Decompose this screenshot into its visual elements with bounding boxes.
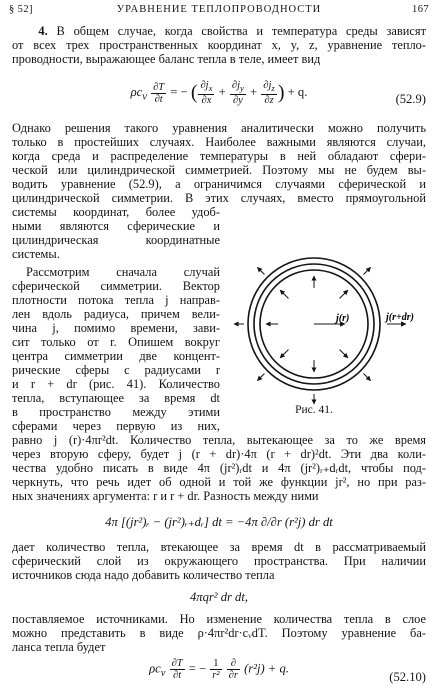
section-number: § 52] <box>9 4 33 15</box>
label-j-r-plus-dr: j(r+dr) <box>386 312 414 323</box>
text-line: ными являются сферические и <box>12 219 220 233</box>
text-line: сферами через первую из них, <box>12 419 220 433</box>
text-line: цилиндрическая координатные <box>12 233 220 247</box>
page-number: 167 <box>412 4 429 15</box>
text-line: в пространство между этими <box>12 405 220 419</box>
text-line: Однако решения такого уравнения аналитически можно получить <box>12 121 426 135</box>
running-header <box>9 4 429 18</box>
text-line: ческой или цилиндрической симметрией. Поэтому мы не будем вы- <box>12 163 426 177</box>
outer-flux-arrow <box>364 267 371 274</box>
text-line: цилиндрической симметрии. В этих случаях, вместо прямоугольной <box>12 191 426 205</box>
text-line: через вторую сферу, будет j (r + dr)·4π (r + dr)²dt. Эти два коли- <box>12 447 426 461</box>
equation-52-10: $\rho c_v$ $\frac{\partial T}{\partial t}$ = − $\frac{1}{\text{r²}}$ $\frac{\partial}{\partial r}$ (r²j) + q. <box>149 658 289 681</box>
text-line: ных значениях аргумента: r и r + dr. Разность между ними <box>12 489 319 503</box>
text-line: проводности, выражающее баланс тепла в теле, имеет вид <box>12 52 321 66</box>
text-line: системы координат, более удоб- <box>12 205 220 219</box>
inner-flux-arrow <box>340 290 348 298</box>
text-line: источников сюда надо добавить количество тепла <box>12 568 275 582</box>
equation-source-term: 4πqr² dr dt, <box>189 590 249 604</box>
text-line: и r + dr (рис. 41). Количество <box>12 377 220 391</box>
text-line: равно j (r)·4πr²dt. Количество тепла, вытекающее за то же время <box>12 433 426 447</box>
inner-flux-arrow <box>280 290 288 298</box>
inner-flux-arrow <box>340 350 348 358</box>
text-line <box>12 24 426 38</box>
text-line: чества удобно писать в виде 4π (jr²)ᵣdt и 4π (jr²)ᵣ₊dᵣdt, чтобы под- <box>12 461 426 475</box>
figure-41-concentric-spheres <box>226 254 436 419</box>
text-line: системы. <box>12 247 60 261</box>
item-number: 4. <box>38 24 48 38</box>
text-line: когда среда и распределение температуры в ней обладают сфери- <box>12 149 426 163</box>
outer-flux-arrow <box>364 374 371 381</box>
equation-number: (52.10) <box>389 670 426 684</box>
text-line: ланса тепла будет <box>12 640 106 654</box>
text-line: Рассмотрим сначала случай <box>26 265 220 279</box>
figure-caption: Рис. 41. <box>295 404 333 416</box>
page-header-title: УРАВНЕНИЕ ТЕПЛОПРОВОДНОСТИ <box>116 4 322 15</box>
text-line: центра симметрии две концент- <box>12 349 220 363</box>
text-run: В общем случае, когда свойства и температура среды зависят <box>47 24 426 38</box>
text-line: черкнуть, что речь идет об одной и той же функции jr², но при раз- <box>12 475 426 489</box>
label-j-r: j(r) <box>336 313 350 324</box>
text-line: дает количество тепла, втекающее за время dt в рассматриваемый <box>12 540 426 554</box>
text-line: лен вдоль радиуса, причем вели- <box>12 307 220 321</box>
text-line: тепла, вступающее за время dt <box>12 391 220 405</box>
text-line: сферический слой из окружающего пространства. При наличии <box>12 554 426 568</box>
text-line: плотности потока тепла j направ- <box>12 293 220 307</box>
text-line: можно представить в виде ρ·4πr²dr·cᵥdT. Поэтому уравнение ба- <box>12 626 426 640</box>
text-line: водить уравнение (52.9), а ограничимся случаями сферической и <box>12 177 426 191</box>
equation-number: (52.9) <box>395 92 426 106</box>
text-line: поставляемое источниками. Но изменение количества тепла в слое <box>12 612 426 626</box>
text-line: рические сферы с радиусами r <box>12 363 220 377</box>
outer-flux-arrow <box>257 267 264 274</box>
text-line: от всех трех пространственных координат x, y, z, уравнение тепло- <box>12 38 426 52</box>
equation-difference: 4π [(jr²)ᵣ − (jr²)ᵣ₊dᵣ] dt = −4π ∂/∂r (r²j) dr dt <box>105 515 333 529</box>
text-line: сферической симметрии. Вектор <box>12 279 220 293</box>
text-line: чина j, помимо времени, зави- <box>12 321 220 335</box>
equation-52-9: $\rho c_v$ $\frac{\partial T}{\partial t}$ = − ( $\frac{\partial j_x}{\partial x}$ + $\frac{\partial j_y}{\partial y}$ + $\frac{\partial j_z}{\partial z}$ ) + q. <box>130 80 308 107</box>
text-line: сит только от r. Опишем вокруг <box>12 335 220 349</box>
text-line: только в простейших случаях. Наиболее важными являются случаи, <box>12 135 426 149</box>
inner-flux-arrow <box>280 350 288 358</box>
outer-flux-arrow <box>257 374 264 381</box>
